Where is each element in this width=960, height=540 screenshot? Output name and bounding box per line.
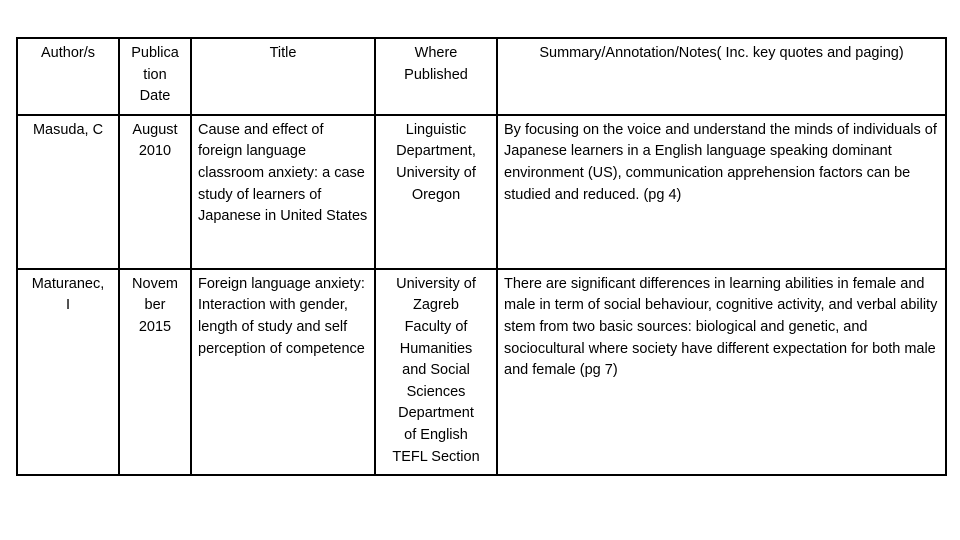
header-row xyxy=(17,38,946,115)
cell-summary: By focusing on the voice and understand the minds of individuals of Japanese learners in a English language speaking dominant environment (US), communication apprehension factors can be studied and reduced. (pg 4) xyxy=(497,115,946,269)
cell-where: University of Zagreb Faculty of Humanities and Social Sciences Department of English TEFL Section xyxy=(375,269,497,475)
cell-date: Novem ber 2015 xyxy=(119,269,191,475)
header-author: Author/s xyxy=(17,38,119,115)
header-publication-date: Publica tion Date xyxy=(119,38,191,115)
cell-summary: There are significant differences in learning abilities in female and male in term of social behaviour, cognitive activity, and verbal ability stem from two basic sources: biological and genetic, and sociocultural where society have different expectation for both male and female (pg 7) xyxy=(497,269,946,475)
header-where-published: Where Published xyxy=(375,38,497,115)
literature-review-table xyxy=(16,37,947,476)
table-row xyxy=(17,115,946,269)
cell-title: Foreign language anxiety: Interaction with gender, length of study and self perception of competence xyxy=(191,269,375,475)
header-summary: Summary/Annotation/Notes( Inc. key quotes and paging) xyxy=(497,38,946,115)
cell-title: Cause and effect of foreign language classroom anxiety: a case study of learners of Japanese in United States xyxy=(191,115,375,269)
cell-where: Linguistic Department, University of Oregon xyxy=(375,115,497,269)
cell-date: August 2010 xyxy=(119,115,191,269)
header-title: Title xyxy=(191,38,375,115)
cell-author: Maturanec, I xyxy=(17,269,119,475)
table-row xyxy=(17,269,946,475)
cell-author: Masuda, C xyxy=(17,115,119,269)
